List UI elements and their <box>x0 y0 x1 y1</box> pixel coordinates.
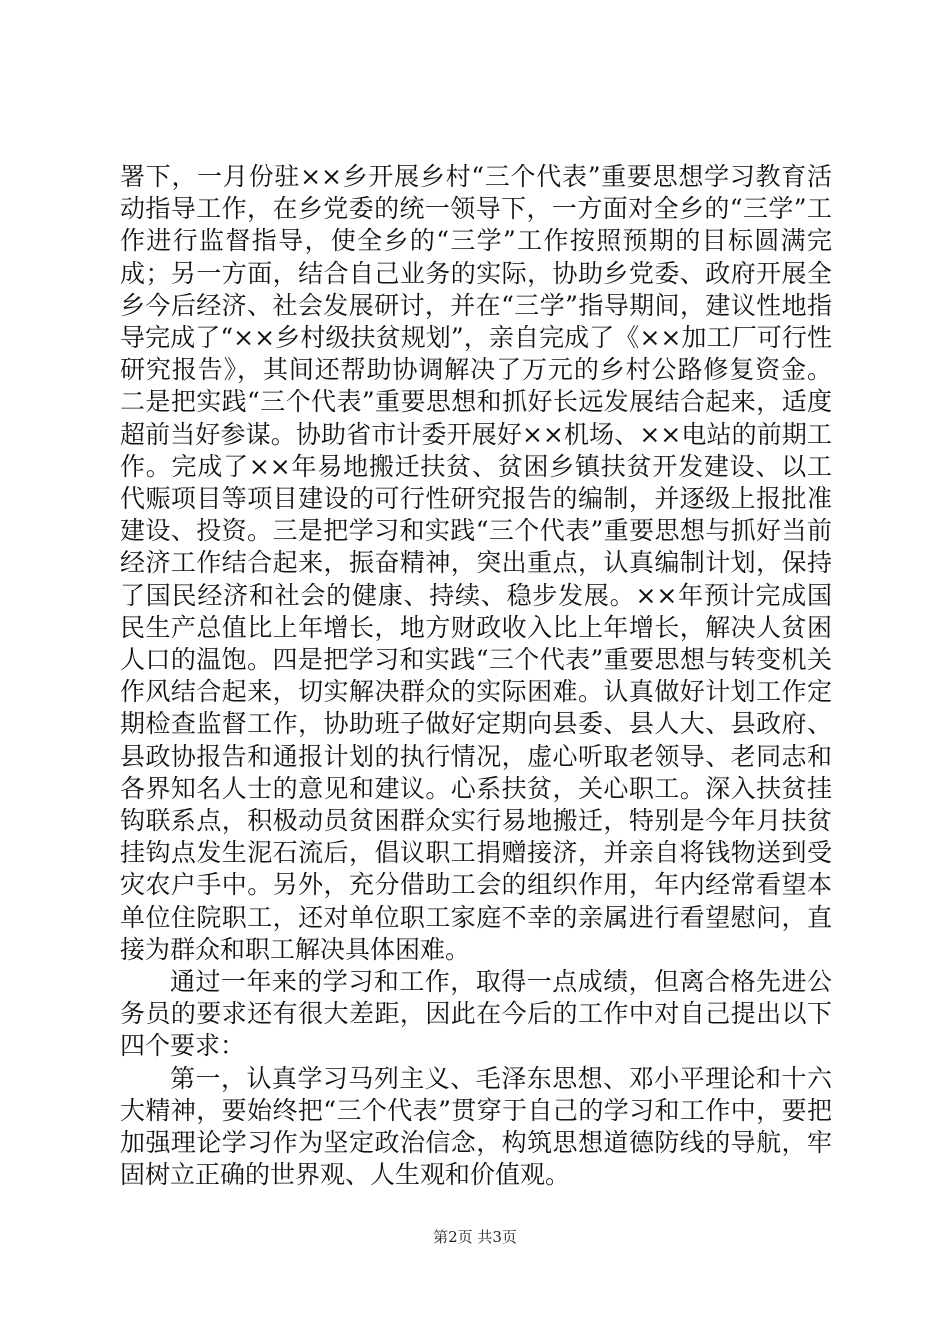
page-footer: 第2页 共3页 <box>433 1228 517 1246</box>
document-body <box>120 161 832 1192</box>
paragraph-continued: 署下，一月份驻××乡开展乡村“三个代表”重要思想学习教育活动指导工作，在乡党委的统一领导下，一方面对全乡的“三学”工作进行监督指导，使全乡的“三学”工作按照预期的目标圆满完成；另一方面，结合自己业务的实际，协助乡党委、政府开展全乡今后经济、社会发展研讨，并在“三学”指导期间，建议性地指导完成了“××乡村级扶贫规划”，亲自完成了《××加工厂可行性研究报告》，其间还帮助协调解决了万元的乡村公路修复资金。二是把实践“三个代表”重要思想和抓好长远发展结合起来，适度超前当好参谋。协助省市计委开展好××机场、××电站的前期工作。完成了××年易地搬迁扶贫、贫困乡镇扶贫开发建设、以工代赈项目等项目建设的可行性研究报告的编制，并逐级上报批准建设、投资。三是把学习和实践“三个代表”重要思想与抓好当前经济工作结合起来，振奋精神，突出重点，认真编制计划，保持了国民经济和社会的健康、持续、稳步发展。××年预计完成国民生产总值比上年增长，地方财政收入比上年增长，解决人贫困人口的温饱。四是把学习和实践“三个代表”重要思想与转变机关作风结合起来，切实解决群众的实际困难。认真做好计划工作定期检查监督工作，协助班子做好定期向县委、县人大、县政府、县政协报告和通报计划的执行情况，虚心听取老领导、老同志和各界知名人士的意见和建议。心系扶贫，关心职工。深入扶贫挂钩联系点，积极动员贫困群众实行易地搬迁，特别是今年月扶贫挂钩点发生泥石流后，倡议职工捐赠接济，并亲自将钱物送到受灾农户手中。另外，充分借助工会的组织作用，年内经常看望本单位住院职工，还对单位职工家庭不幸的亲属进行看望慰问，直接为群众和职工解决具体困难。 <box>120 162 832 964</box>
paragraph-summary: 通过一年来的学习和工作，取得一点成绩，但离合格先进公务员的要求还有很大差距，因此在今后的工作中对自己提出以下四个要求： <box>120 967 832 1061</box>
paragraph-requirement-one: 第一，认真学习马列主义、毛泽东思想、邓小平理论和十六大精神，要始终把“三个代表”贯穿于自己的学习和工作中，要把加强理论学习作为坚定政治信念，构筑思想道德防线的导航，牢固树立正确的世界观、人生观和价值观。 <box>120 1063 832 1190</box>
